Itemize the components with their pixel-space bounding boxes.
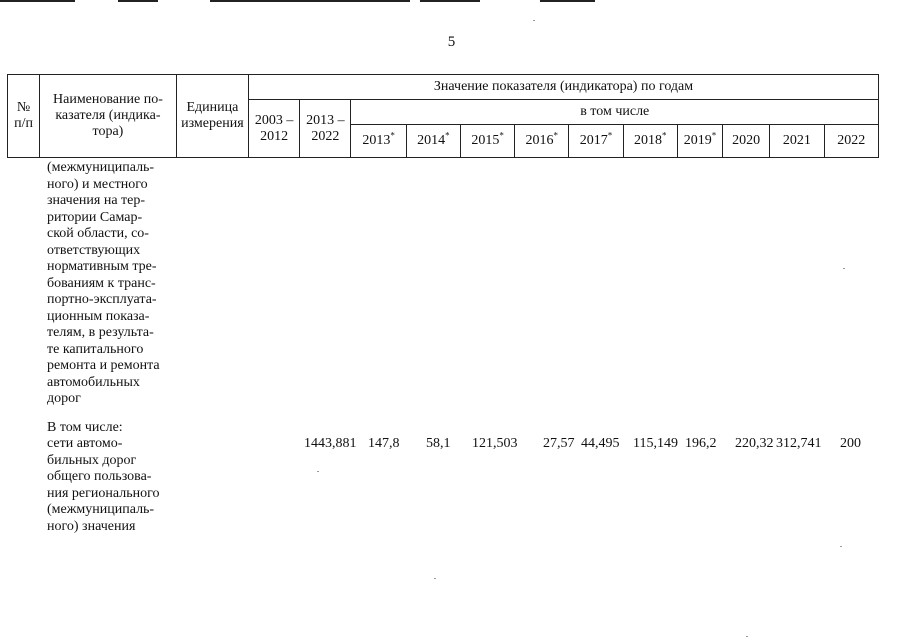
footnote-asterisk: * bbox=[607, 130, 613, 141]
col-header-including: в том числе bbox=[351, 100, 879, 125]
value-year-2021: 312,741 bbox=[776, 436, 822, 451]
col-header-year-2014: 2014* bbox=[406, 125, 460, 158]
value-year-2020: 220,32 bbox=[735, 436, 774, 451]
top-border-line bbox=[0, 0, 75, 2]
value-year-2015: 121,503 bbox=[472, 436, 518, 451]
subrow-name: сети автомо- бильных дорог общего пользова- ния регионального (межмуниципаль- ного) значения bbox=[47, 436, 160, 534]
value-year-2014: 58,1 bbox=[426, 436, 451, 451]
footnote-asterisk: * bbox=[553, 130, 559, 141]
value-year-2019: 196,2 bbox=[685, 436, 717, 451]
value-period-2013-2022: 1443,881 bbox=[304, 436, 357, 451]
footnote-asterisk: * bbox=[390, 130, 395, 141]
col-header-period-2013-2022: 2013 – 2022 bbox=[300, 100, 351, 158]
top-border-line bbox=[210, 0, 410, 2]
footnote-asterisk: * bbox=[445, 130, 450, 141]
scan-speck bbox=[317, 471, 319, 472]
scan-speck bbox=[840, 546, 842, 547]
value-year-2013: 147,8 bbox=[368, 436, 400, 451]
page-number: 5 bbox=[447, 34, 456, 50]
scan-speck bbox=[434, 578, 436, 579]
scan-speck bbox=[746, 636, 748, 637]
col-header-year-2016: 2016* bbox=[515, 125, 569, 158]
col-header-number: № п/п bbox=[8, 75, 40, 158]
indicator-table-header bbox=[7, 74, 879, 158]
footnote-asterisk: * bbox=[711, 130, 717, 141]
top-border-line bbox=[540, 0, 595, 2]
footnote-asterisk: * bbox=[499, 130, 504, 141]
value-year-2017: 44,495 bbox=[581, 436, 620, 451]
top-border-line bbox=[118, 0, 158, 2]
top-border-line bbox=[420, 0, 480, 2]
col-header-unit: Единица измерения bbox=[176, 75, 248, 158]
col-header-year-2017: 2017* bbox=[569, 125, 623, 158]
col-header-year-2018: 2018* bbox=[623, 125, 677, 158]
scan-speck bbox=[533, 20, 535, 21]
col-header-values-by-year: Значение показателя (индикатора) по годам bbox=[249, 75, 879, 100]
col-header-year-2013: 2013* bbox=[351, 125, 406, 158]
col-header-name: Наименование по- казателя (индика- тора) bbox=[40, 75, 177, 158]
col-header-year-2022: 2022 bbox=[824, 125, 878, 158]
subrow-intro: В том числе: bbox=[47, 420, 123, 435]
indicator-name-continued: (межмуниципаль- ного) и местного значения на тер- ритории Самар- ской области, со- ответствующих нормативным тре- бованиям к транс- портно-эксплуата- ционным показа- телям, в результа- те капитального ремонта и ремонта автомобильных дорог bbox=[47, 160, 160, 406]
value-year-2022: 200 bbox=[840, 436, 861, 451]
col-header-year-2015: 2015* bbox=[460, 125, 514, 158]
col-header-year-2019: 2019* bbox=[677, 125, 722, 158]
col-header-period-2003-2012: 2003 – 2012 bbox=[249, 100, 300, 158]
col-header-year-2020: 2020 bbox=[723, 125, 770, 158]
value-year-2018: 115,149 bbox=[633, 436, 678, 451]
value-year-2016: 27,57 bbox=[543, 436, 575, 451]
footnote-asterisk: * bbox=[662, 130, 667, 141]
scan-speck bbox=[843, 268, 845, 269]
col-header-year-2021: 2021 bbox=[770, 125, 824, 158]
